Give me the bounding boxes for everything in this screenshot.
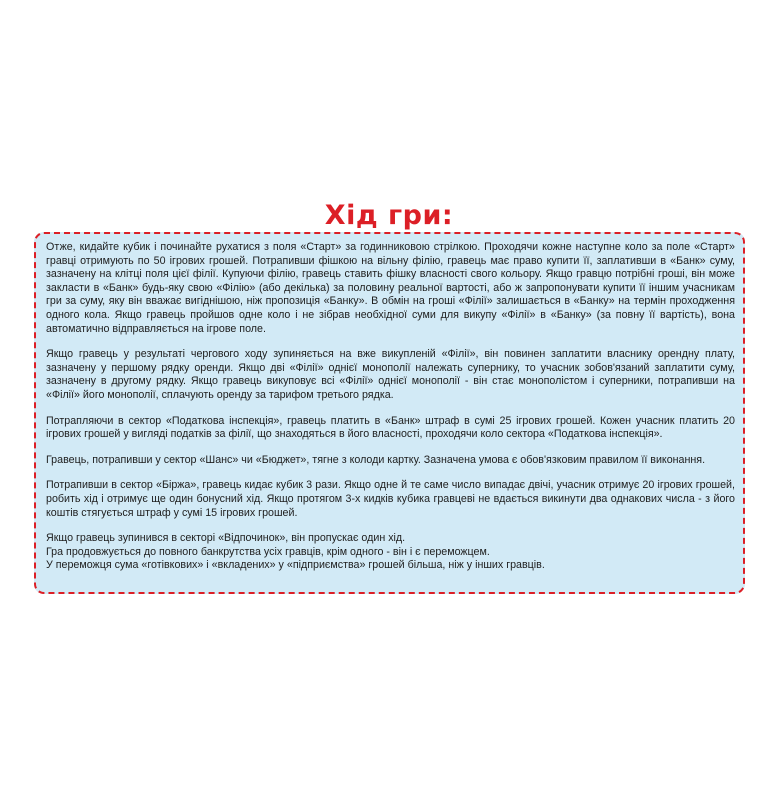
rules-paragraph-exchange: Потрапивши в сектор «Біржа», гравець кидає кубик 3 рази. Якщо одне й те саме число випадає двічі, учасник отримує 20 ігрових грошей, робить хід і отримує ще один бонусний хід. Якщо протягом 3-х кидків кубика гравцеві не вдається викинути два однакових числа - з його коштів стягується штраф у сумі 15 ігрових грошей. — [46, 479, 735, 519]
page-title: Хід гри: — [324, 200, 454, 231]
rules-paragraph-rent: Якщо гравець у результаті чергового ходу зупиняється на вже викупленій «Філії», він повинен заплатити власнику орендну плату, зазначену у першому рядку оренди. Якщо дві «Філії» однієї монополії належать супернику, то учасник зобов'язаний заплатити суму, зазначену в другому рядку. Якщо гравець викуповує всі «Філії» однієї монополії - він стає монополістом і суперники, потрапивши на «Філії» його монополії, сплачують оренду за тарифом третього рядка. — [46, 348, 735, 401]
rules-paragraph-start: Отже, кидайте кубик і починайте рухатися з поля «Старт» за годинниковою стрілкою. Проходячи кожне наступне коло за поле «Старт» гравці отримують по 50 ігрових грошей. Потрапивши фішкою на вільну філію, гравець має право купити її, заплативши в «Банк» суму, зазначену на клітці поля цієї філії. Купуючи філію, гравець ставить фішку власності свого кольору. Якщо гравцю потрібні гроші, він може закласти в «Банк» будь-яку свою «Філію» (або декілька) за половину реальної вартості, або ж запропонувати купити її іншим учасникам гри за суму, яку він вважає вигіднішою, ніж пропозиція «Банку». В обмін на гроші «Філії» залишається в «Банку» на термін проходження одного кола. Якщо гравець пройшов одне коло і не зібрав необхідної суми для викупу «Філії» в «Банку» (за повну її вартість), вона автоматично відправляється на ігрове поле. — [46, 241, 735, 335]
rules-line-winner: У переможця сума «готівкових» і «вкладених» у «підприємства» грошей більша, ніж у інших гравців. — [46, 559, 545, 572]
rules-paragraph-tax: Потрапляючи в сектор «Податкова інспекція», гравець платить в «Банк» штраф в сумі 25 ігрових грошей. Кожен учасник платить 20 ігрових грошей у вигляді податків за філії, що знаходяться в його власності, проходячи коло сектора «Податкова інспекція». — [46, 414, 735, 441]
rules-line-rest: Якщо гравець зупинився в секторі «Відпочинок», він пропускає один хід. — [46, 532, 406, 545]
rules-paragraph-ending — [46, 532, 735, 573]
rules-box — [34, 232, 745, 594]
rules-line-bankruptcy: Гра продовжується до повного банкрутства усіх гравців, крім одного - він і є переможцем. — [46, 545, 490, 558]
rules-paragraph-chance: Гравець, потрапивши у сектор «Шанс» чи «Бюджет», тягне з колоди картку. Зазначена умова є обов'язковим правилом її виконання. — [46, 453, 706, 466]
